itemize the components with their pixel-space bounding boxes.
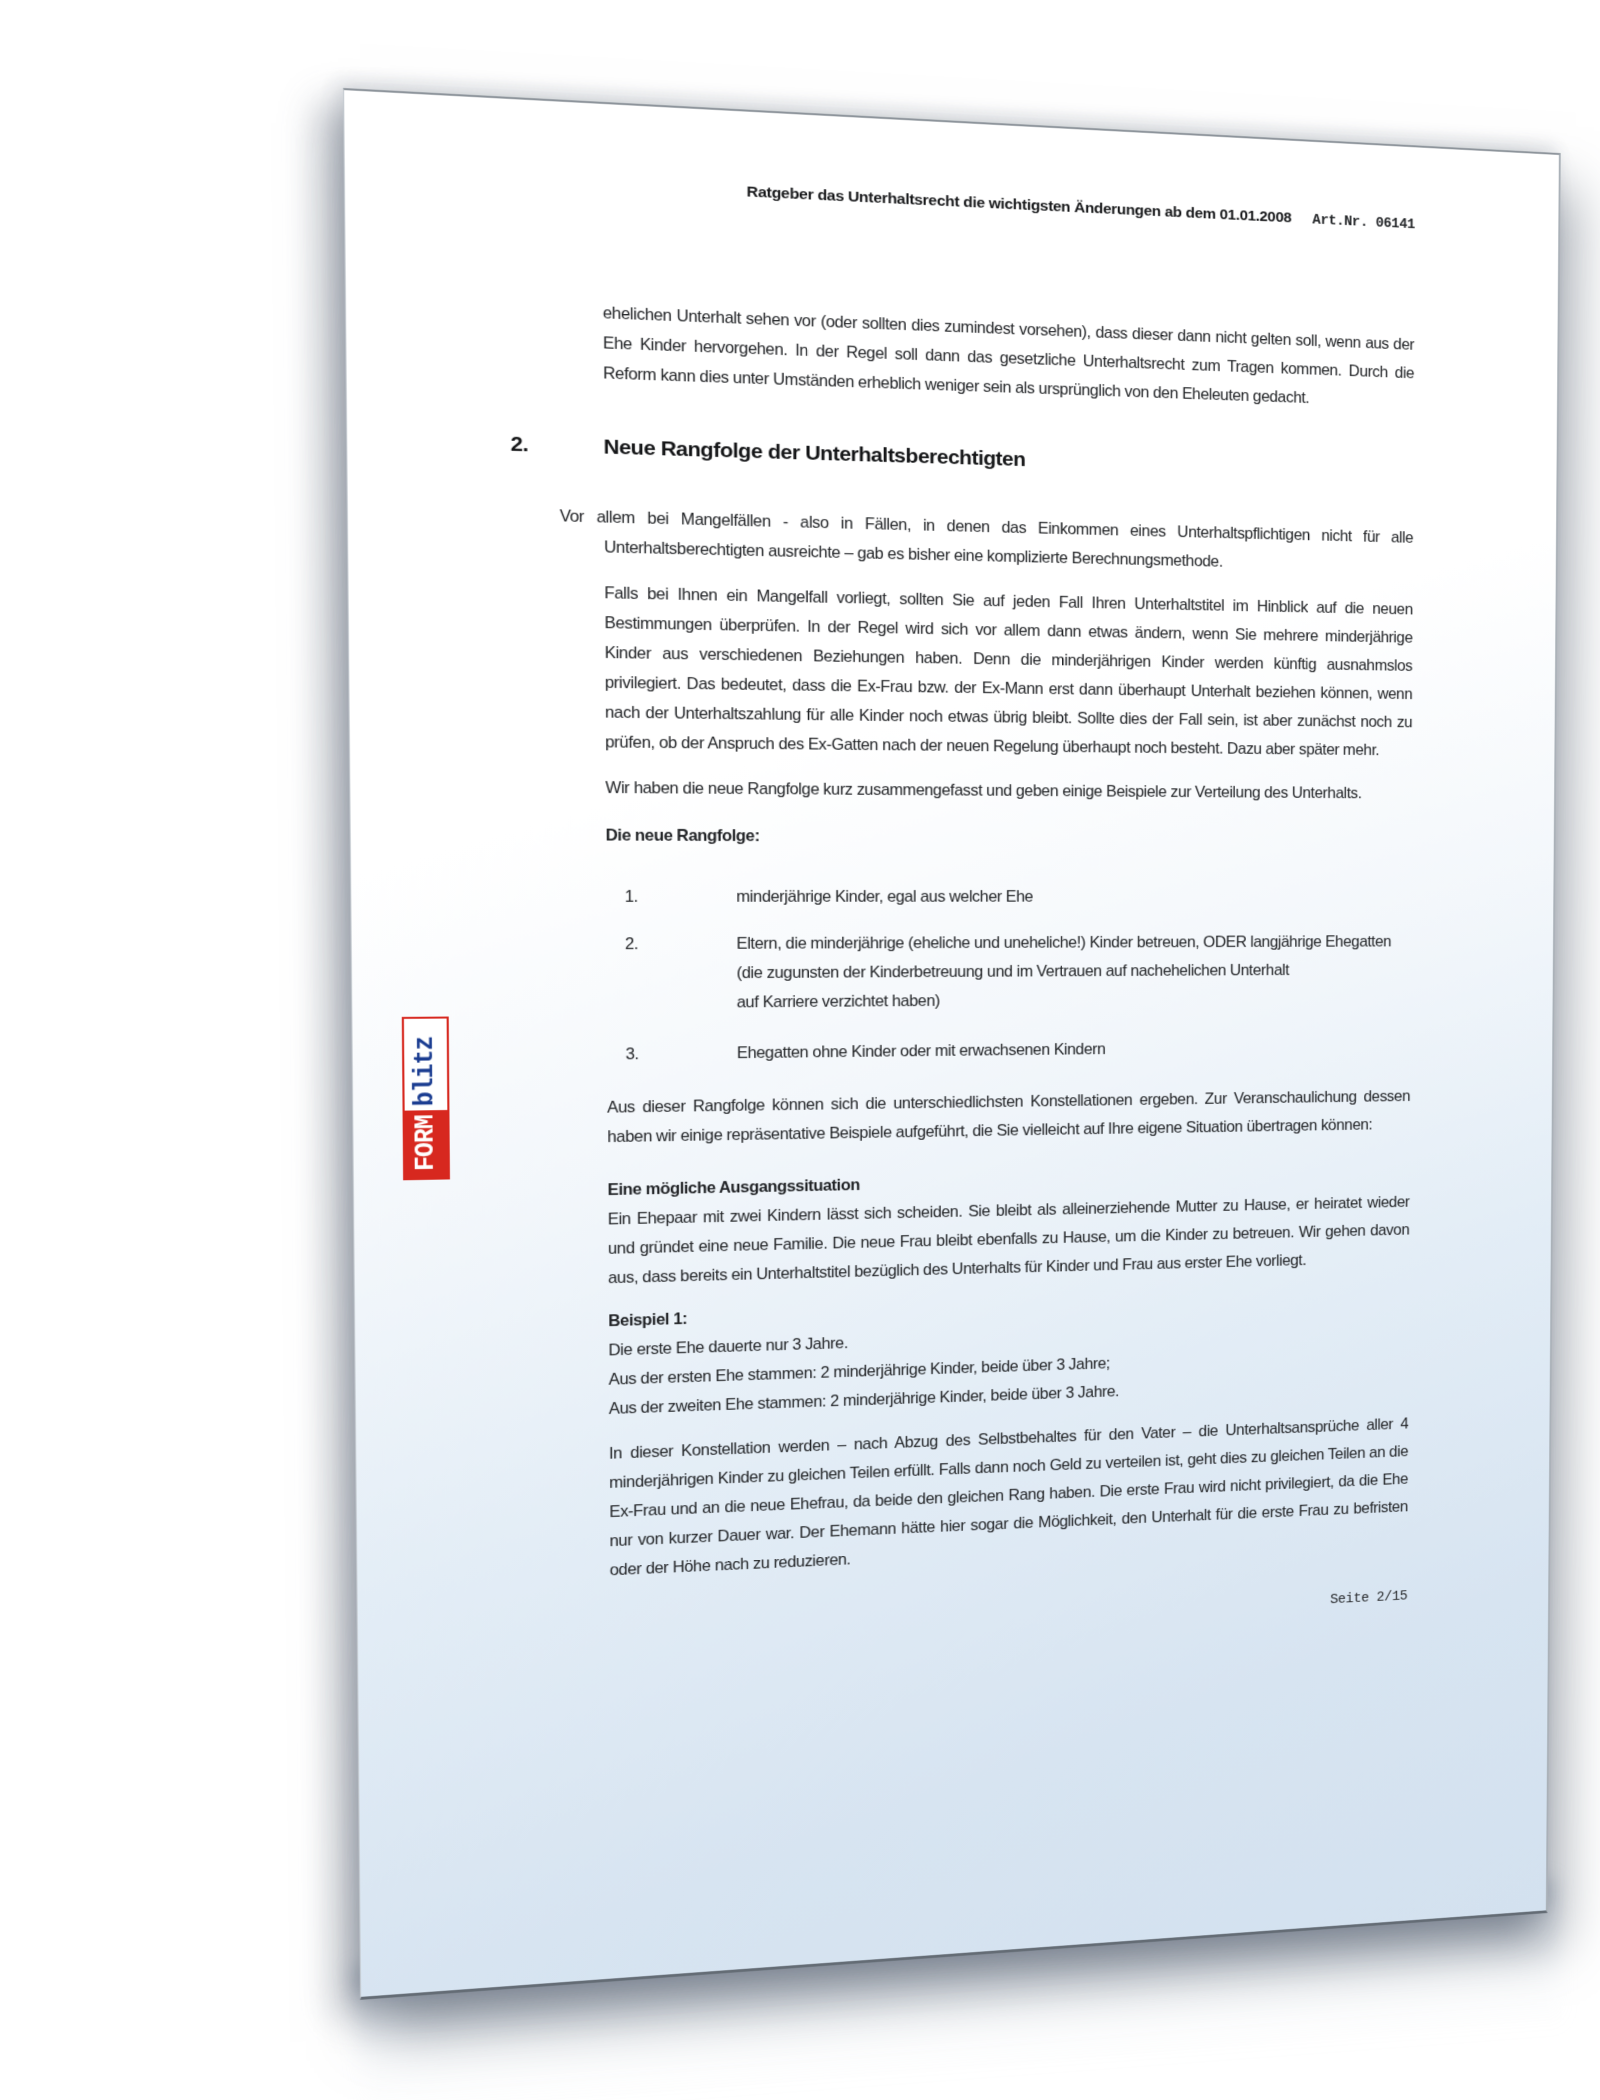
beispiel-1-conclusion: In dieser Konstellation werden – nach Abzug des Selbstbehaltes für den Vater – die Unterhaltsansprüche aller 4 minderjährigen Kinder zu gleichen Teilen erfüllt. Falls dann noch Geld zu verteilen ist, geht dies zu gleichen Teilen an die Ex-Frau und an die neue Ehefrau, da beide den gleichen Rang haben. Die erste Frau wird nicht privilegiert, da die Ehe nur von kurzer Dauer war. Der Ehemann hätte hier sogar die Möglichkeit, den Unterhalt für die erste Frau zu befristen oder der Höhe nach zu reduzieren. <box>608 1415 1409 1580</box>
rangfolge-item-3-text: Ehegatten ohne Kinder oder mit erwachsenen Kindern <box>736 1041 1106 1063</box>
ausgangssituation-heading: Eine mögliche Ausgangssituation <box>607 1176 860 1200</box>
rangfolge-item-3-number: 3. <box>625 1045 639 1064</box>
formblitz-logo-box <box>402 1017 450 1181</box>
header-article-number: Art.Nr. 06141 <box>1312 212 1415 234</box>
formblitz-logo <box>402 1021 450 1181</box>
formblitz-logo-blitz-segment: blitz <box>404 1030 447 1110</box>
section-title: Neue Rangfolge der Unterhaltsberechtigten <box>603 435 1026 471</box>
beispiel-1-heading: Beispiel 1: <box>608 1310 688 1331</box>
document-page <box>343 88 1561 2000</box>
rangfolge-item-2 <box>606 928 1411 1019</box>
ausgangssituation-body: Ein Ehepaar mit zwei Kindern lässt sich scheiden. Sie bleibt als alleinerziehende Mutter zu Hause, er heiratet wieder und gründet eine neue Familie. Die neue Frau bleibt ebenfalls zu Hause, um die Kinder zu betreuen. Wir gehen davon aus, dass bereits ein Unterhaltstitel bezüglich des Unterhalts für Kinder und Frau aus erster Ehe vorliegt. <box>607 1194 1410 1288</box>
paragraph-mangelfall-1: Vor allem bei Mangelfällen - also in Fällen, in denen das Einkommen eines Unterhaltspflichtigen nicht für alle Unterhaltsberechtigten ausreichte – gab es bisher eine komplizierte Berechnungsmethode. <box>559 507 1414 571</box>
paragraph-konstellationen: Aus dieser Rangfolge können sich die unterschiedlichsten Konstellationen ergeben. Zur Veranschaulichung dessen haben wir einige repräsentative Beispiele aufgeführt, die Sie vielleicht auf Ihre eigene Situation übertragen können: <box>607 1088 1411 1147</box>
ausgangssituation-block <box>608 1161 1410 1294</box>
formblitz-logo-form-segment: FORM <box>405 1110 448 1178</box>
page-content-column <box>510 170 1415 1651</box>
rangfolge-heading: Die neue Rangfolge: <box>605 827 760 846</box>
header-title: Ratgeber das Unterhaltsrecht die wichtigsten Änderungen ab dem 01.01.2008 <box>746 183 1292 227</box>
paragraph-mangelfall-2: Falls bei Ihnen ein Mangelfall vorliegt, sollten Sie auf jeden Fall Ihren Unterhaltstitel im Hinblick auf die neuen Bestimmungen überprüfen. In der Regel wird sich vor allem dann etwas ändern, wenn Sie mehrere minderjährige Kinder aus verschiedenen Beziehungen haben. Denn die minderjährigen Kinder werden künftig ausnahmslos privilegiert. Das bedeutet, dass die Ex-Frau bzw. der Ex-Mann erst dann überhaupt Unterhalt beziehen können, wenn nach der Unterhaltszahlung für alle Kinder noch etwas übrig bleibt. Sollte dies der Fall sein, ist aber zunächst noch zu prüfen, ob der Anspruch des Ex-Gatten nach der neuen Regelung überhaupt noch besteht. Dazu aber später mehr. <box>604 584 1413 760</box>
rangfolge-item-1-number: 1. <box>624 888 638 907</box>
rangfolge-item-1 <box>606 882 1411 912</box>
intro-paragraph: ehelichen Unterhalt sehen vor (oder sollten dies zumindest vorsehen), dass dieser dann nicht gelten soll, wenn aus der Ehe Kinder hervorgehen. In der Regel soll dann das gesetzliche Unterhaltsrecht zum Tragen kommen. Durch die Reform kann dies unter Umständen erheblich weniger sein als ursprünglich von den Eheleuten gedacht. <box>602 304 1415 407</box>
rangfolge-item-2-text: Eltern, die minderjährige (eheliche und uneheliche!) Kinder betreuen, ODER langjährige Ehegatten (die zugunsten der Kinderbetreuung und im Vertrauen auf nachehelichen Unterhalt auf Karriere verzichtet haben) <box>736 933 1392 1012</box>
beispiel-1-facts: Die erste Ehe dauerte nur 3 Jahre. Aus der ersten Ehe stammen: 2 minderjährige Kinder, beide über 3 Jahre; Aus der zweiten Ehe stammen: 2 minderjährige Kinder, beide über 3 Jahre. <box>608 1334 1120 1419</box>
section-number: 2. <box>510 432 529 457</box>
rangfolge-item-2-number: 2. <box>624 935 639 954</box>
beispiel-1-block <box>608 1285 1409 1424</box>
rangfolge-item-3 <box>607 1032 1411 1069</box>
section-heading <box>510 430 1413 487</box>
page-header <box>602 170 1415 239</box>
paragraph-zusammenfassung: Wir haben die neue Rangfolge kurz zusammengefasst und geben einige Beispiele zur Verteilung des Unterhalts. <box>605 779 1362 803</box>
page-number-indicator: Seite 2/15 <box>1330 1589 1408 1609</box>
rangfolge-item-1-text: minderjährige Kinder, egal aus welcher Ehe <box>736 888 1034 907</box>
